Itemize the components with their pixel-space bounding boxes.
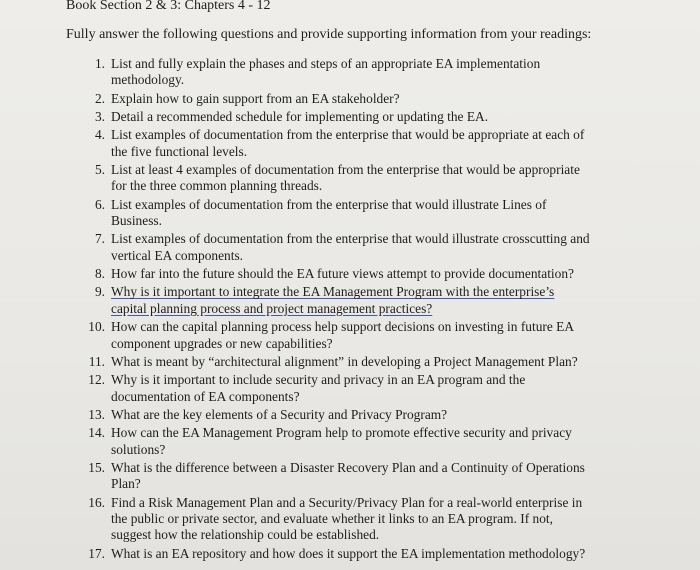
question-line: component upgrades or new capabilities? [111,335,333,351]
question-item [0,266,700,282]
question-number: 9. [94,284,105,300]
section-heading: Book Section 2 & 3: Chapters 4 - 12 [66,0,271,13]
question-item [0,109,700,125]
question-item [0,425,700,458]
question-text [111,197,630,230]
question-text [111,372,630,405]
question-item [0,319,700,352]
question-line: How far into the future should the EA future views attempt to provide documentation? [111,266,574,282]
question-line: List examples of documentation from the enterprise that would illustrate crosscutting and [111,231,590,247]
question-line: What is the difference between a Disaster Recovery Plan and a Continuity of Operations [111,459,585,475]
question-number: 11. [88,353,105,369]
question-item [0,546,700,562]
question-number: 16. [88,494,105,510]
question-text [111,231,630,264]
question-line: capital planning process and project management practices? [111,300,433,316]
question-number: 14. [88,425,105,441]
question-text [111,495,630,544]
question-line: Detail a recommended schedule for implementing or updating the EA. [111,109,489,124]
question-item [0,284,700,317]
question-number: 3. [94,109,105,124]
question-text [111,162,630,195]
question-line: Why is it important to integrate the EA Management Program with the enterprise’s [111,284,555,300]
question-line: vertical EA components. [111,247,244,263]
question-line: What is meant by “architectural alignment” in developing a Project Management Plan? [111,353,578,369]
question-text [111,425,630,458]
question-text [111,407,630,423]
question-line: methodology. [111,72,185,88]
question-number: 7. [94,231,105,247]
question-number: 17. [88,545,105,561]
question-text [111,319,630,352]
question-item [0,407,700,423]
question-text [111,546,630,562]
question-line: Explain how to gain support from an EA stakeholder? [111,90,400,106]
question-line: What are the key elements of a Security and Privacy Program? [111,406,448,422]
question-text [111,284,630,317]
question-line: How can the EA Management Program help to promote effective security and privacy [111,425,572,441]
question-text [111,56,630,89]
question-item [0,197,700,230]
question-number: 8. [94,266,105,282]
question-line: the five functional levels. [111,143,248,159]
question-number: 1. [94,56,105,71]
question-list [0,56,700,564]
question-item [0,372,700,405]
question-line: suggest how the relationship could be established. [111,527,380,543]
question-item [0,127,700,160]
question-line: Find a Risk Management Plan and a Security/Privacy Plan for a real-world enterprise in [111,494,583,510]
question-line: List examples of documentation from the enterprise that would illustrate Lines of [111,196,547,212]
question-line: Business. [111,213,162,229]
question-number: 12. [88,372,105,388]
question-number: 10. [88,319,105,335]
question-text [111,91,630,107]
question-line: Why is it important to include security and privacy in an EA program and the [111,372,526,388]
question-text [111,127,630,160]
question-number: 15. [88,459,105,475]
question-number: 5. [94,162,105,177]
question-item [0,495,700,544]
question-item [0,91,700,107]
question-text [111,109,630,125]
question-number: 13. [88,406,105,422]
question-line: documentation of EA components? [111,388,300,404]
question-item [0,231,700,264]
question-line: List and fully explain the phases and steps of an appropriate EA implementation [111,56,541,71]
question-line: for the three common planning threads. [111,178,323,194]
question-item [0,162,700,195]
question-number: 2. [94,90,105,106]
question-number: 4. [94,127,105,143]
question-text [111,266,630,282]
question-text [111,460,630,493]
question-line: the public or private sector, and evaluate whether it links to an EA program. If not, [111,510,553,526]
question-text [111,354,630,370]
question-item [0,354,700,370]
question-line: What is an EA repository and how does it support the EA implementation methodology? [111,545,586,561]
question-item [0,56,700,89]
question-line: List examples of documentation from the enterprise that would be appropriate at each of [111,127,585,143]
question-line: How can the capital planning process help support decisions on investing in future EA [111,319,574,335]
question-line: List at least 4 examples of documentation from the enterprise that would be appropriate [111,162,580,177]
question-item [0,460,700,493]
question-line: Plan? [111,476,141,492]
instructions: Fully answer the following questions and provide supporting information from your readings: [66,27,592,42]
question-number: 6. [94,196,105,212]
question-line: solutions? [111,441,166,457]
